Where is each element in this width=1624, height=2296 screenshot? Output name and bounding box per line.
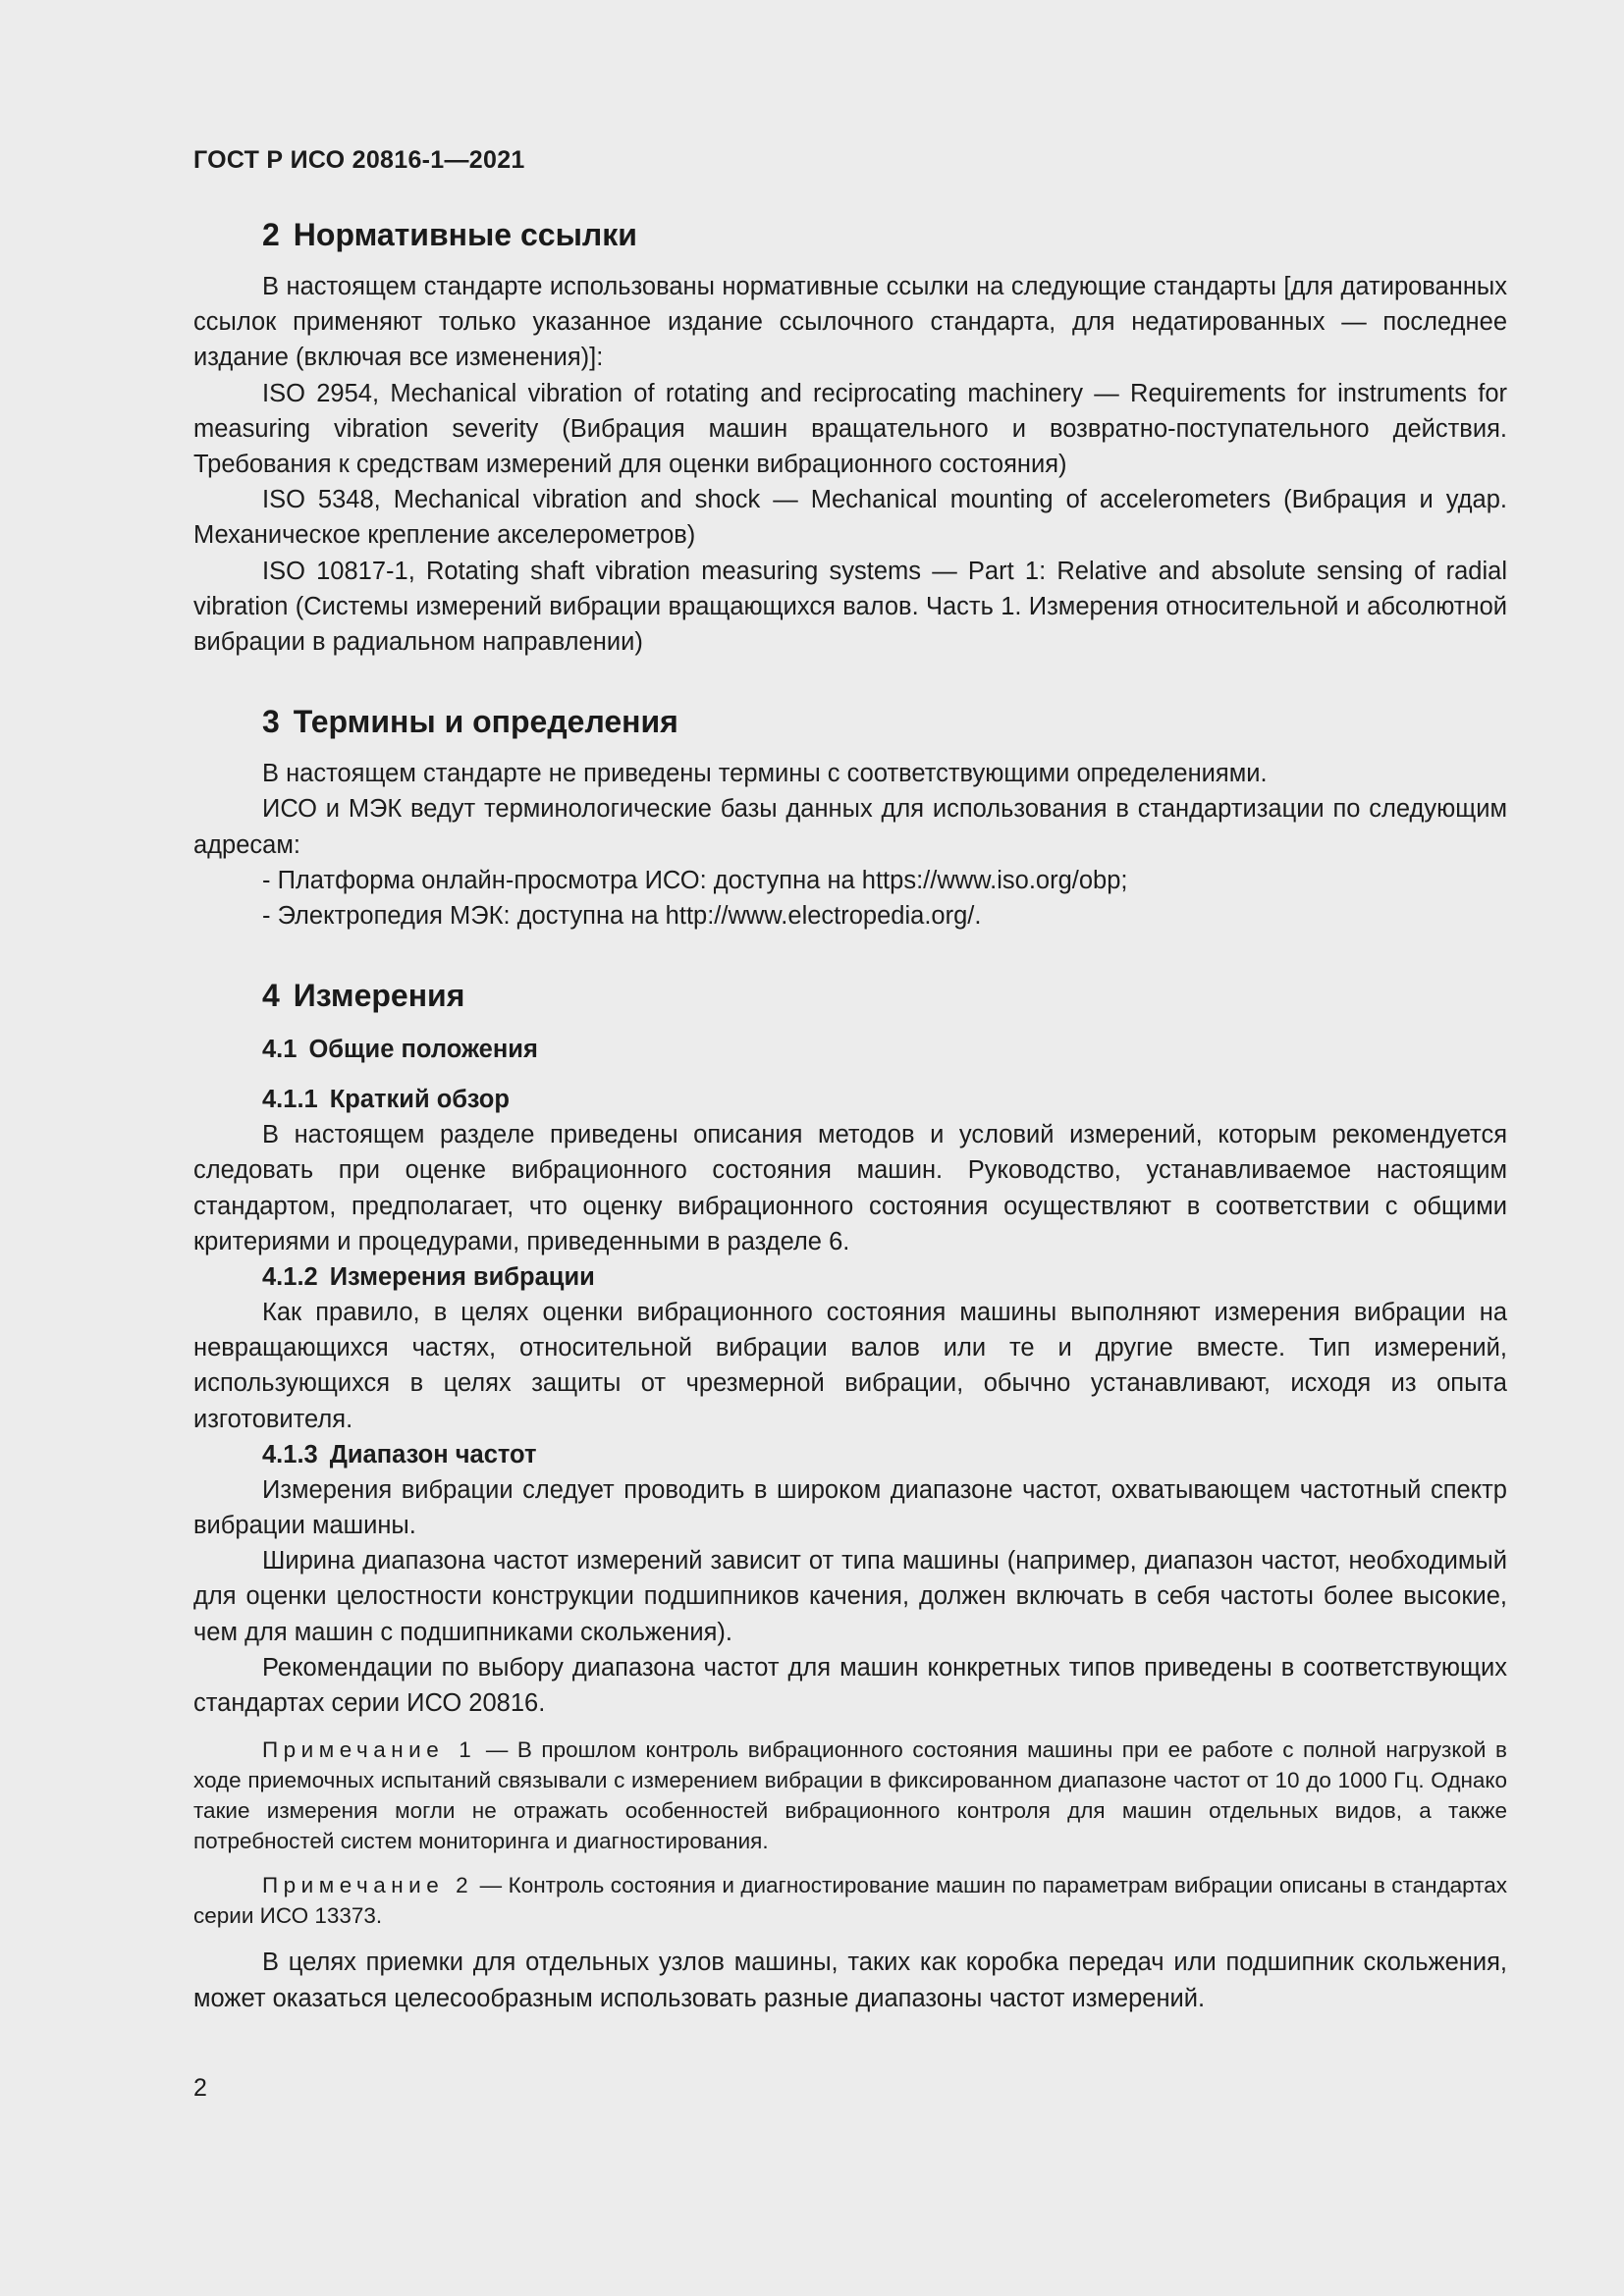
subsection-number: 4.1 — [262, 1036, 298, 1064]
section-title: Термины и определения — [293, 704, 678, 740]
paragraph: Как правило, в целях оценки вибрационного состояния машины выполняют измерения вибрации на невращающихся частях, относительной вибрации валов или те и другие вместе. Тип измерений, использующихся в целях защиты от чрезмерной вибрации, обычно устанавливают, исходя из опыта изготовителя. — [193, 1299, 1507, 1433]
paragraph: Ширина диапазона частот измерений зависит от типа машины (например, диапазон частот, необходимый для оценки целостности конструкции подшипников качения, должен включать в себя частоты более высокие, чем для машин с подшипниками скольжения). — [193, 1547, 1507, 1646]
note-2 — [193, 1870, 1507, 1931]
paragraph: В целях приемки для отдельных узлов машины, таких как коробка передач или подшипник скольжения, может оказаться целесообразным использовать разные диапазоны частот измерений. — [193, 1949, 1507, 2012]
list-item: - Электропедия МЭК: доступна на http://www.electropedia.org/. — [262, 902, 982, 931]
paragraph: В настоящем стандарте использованы нормативные ссылки на следующие стандарты [для датированных ссылок применяют только указанное издание ссылочного стандарта, для недатированных — последнее издание (включая все изменения)]: — [193, 273, 1507, 372]
paragraph: В настоящем стандарте не приведены термины с соответствующими определениями. — [262, 760, 1268, 788]
section-title: Измерения — [293, 978, 465, 1014]
section-title: Нормативные ссылки — [293, 217, 637, 252]
note-1 — [193, 1735, 1507, 1856]
section-3-heading — [193, 701, 1507, 742]
subsection-4-1-3-heading — [193, 1437, 1507, 1472]
reference-item: ISO 10817-1, Rotating shaft vibration measuring systems — Part 1: Relative and absolute sensing of radial vibration (Системы измерений вибрации вращающихся валов. Часть 1. Измерения относительной и абсолютной вибрации в радиальном направлении) — [193, 557, 1507, 657]
section-number: 2 — [262, 217, 280, 252]
list-item: - Платформа онлайн-просмотра ИСО: доступна на https://www.iso.org/obp; — [262, 866, 1128, 894]
reference-item: ISO 2954, Mechanical vibration of rotating and reciprocating machinery — Requirements for instruments for measuring vibration severity (Вибрация машин вращательного и возвратно-поступательного действия. Требования к средствам измерений для оценки вибрационного состояния) — [193, 379, 1507, 479]
subsection-number: 4.1.2 — [262, 1263, 318, 1292]
subsection-title: Диапазон частот — [329, 1440, 537, 1468]
section-number: 4 — [262, 978, 280, 1014]
page-number: 2 — [193, 2074, 207, 2102]
note-text: — В прошлом контроль вибрационного состояния машины при ее работе с полной нагрузкой в ходе приемочных испытаний связывали с измерением вибрации в фиксированном диапазоне частот от 10 до 1000 Гц. Однако такие измерения могли не отражать особенностей вибрационного контроля для машин отдельных видов, а также потребностей систем мониторинга и диагностирования. — [193, 1737, 1507, 1854]
note-label: Примечание 2 — [262, 1873, 474, 1898]
note-label: Примечание 1 — [262, 1737, 477, 1763]
section-2-heading — [193, 214, 1507, 255]
reference-item: ISO 5348, Mechanical vibration and shock — Mechanical mounting of accelerometers (Вибрация и удар. Механическое крепление акселерометров) — [193, 486, 1507, 550]
subsection-4-1-1-heading — [193, 1082, 1507, 1117]
subsection-4-1-heading — [193, 1032, 1507, 1067]
subsection-number: 4.1.3 — [262, 1440, 318, 1468]
document-header: ГОСТ Р ИСО 20816-1—2021 — [193, 146, 525, 174]
note-text: — Контроль состояния и диагностирование машин по параметрам вибрации описаны в стандартах серии ИСО 13373. — [193, 1873, 1508, 1929]
section-number: 3 — [262, 704, 280, 740]
document-page — [193, 143, 1507, 2016]
subsection-title: Измерения вибрации — [329, 1263, 595, 1292]
subsection-4-1-2-heading — [193, 1259, 1507, 1295]
subsection-number: 4.1.1 — [262, 1086, 318, 1114]
subsection-title: Общие положения — [308, 1036, 538, 1064]
paragraph: ИСО и МЭК ведут терминологические базы данных для использования в стандартизации по следующим адресам: — [193, 795, 1507, 859]
subsection-title: Краткий обзор — [329, 1086, 510, 1114]
paragraph: Рекомендации по выбору диапазона частот для машин конкретных типов приведены в соответствующих стандартах серии ИСО 20816. — [193, 1653, 1507, 1718]
paragraph: Измерения вибрации следует проводить в широком диапазоне частот, охватывающем частотный спектр вибрации машины. — [193, 1475, 1507, 1540]
paragraph: В настоящем разделе приведены описания методов и условий измерений, которым рекомендуется следовать при оценке вибрационного состояния машин. Руководство, устанавливаемое настоящим стандартом, предполагает, что оценку вибрационного состояния осуществляют в соответствии с общими критериями и процедурами, приведенными в разделе 6. — [193, 1121, 1507, 1255]
section-4-heading — [193, 975, 1507, 1016]
